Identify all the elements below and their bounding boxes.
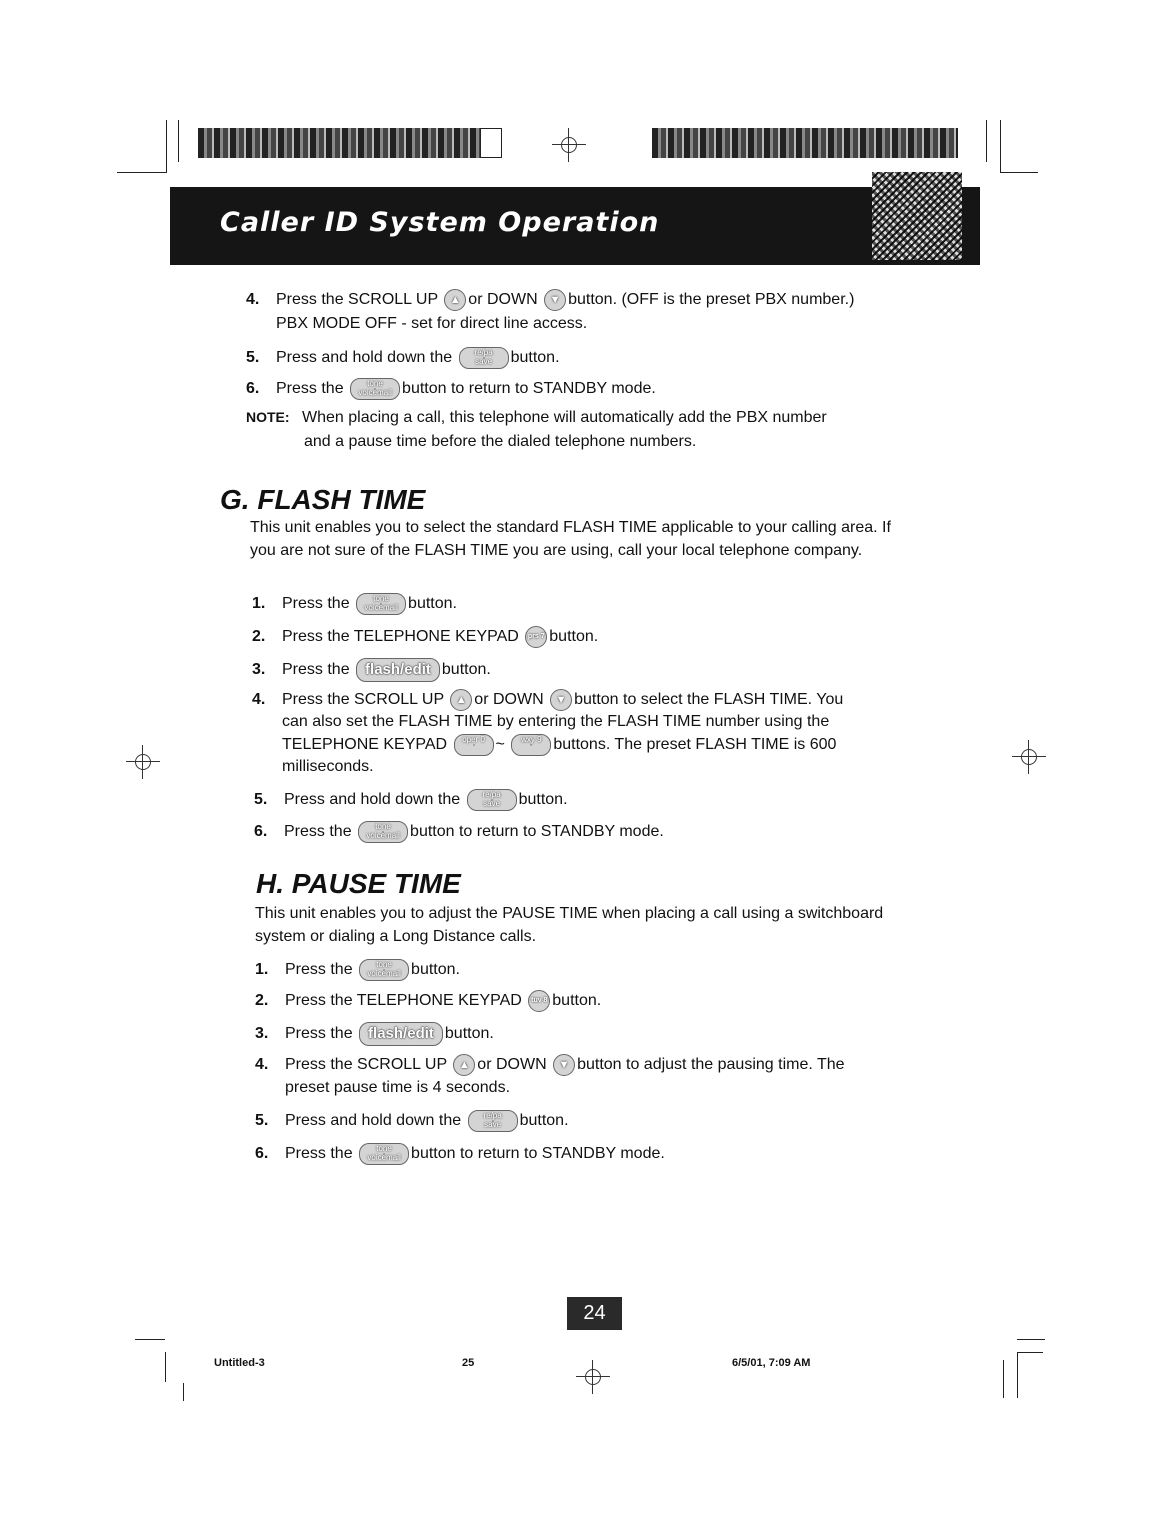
registration-target-icon [576, 1360, 610, 1394]
tone-voicemail-key-icon: tone voicemail [358, 821, 408, 843]
keypad-0-key-icon: oper 0 [454, 734, 494, 756]
crop-mark [1017, 1352, 1043, 1353]
flash-edit-key-icon: flash/edit [356, 658, 440, 682]
calibration-bar [652, 128, 958, 158]
calibration-bar-end [480, 128, 502, 158]
list-item-continuation: can also set the FLASH TIME by entering the FLASH TIME number using the [282, 713, 830, 730]
list-item: 4. Press the SCROLL UP ▲ or DOWN ▼ button to select the FLASH TIME. You [252, 688, 843, 712]
header-dither-pattern [872, 172, 962, 260]
crop-mark [1003, 1360, 1004, 1398]
note-continuation: and a pause time before the dialed telephone numbers. [304, 433, 697, 450]
list-item-continuation: PBX MODE OFF - set for direct line access. [276, 315, 588, 332]
calibration-bar [198, 128, 480, 158]
crop-mark [1000, 120, 1001, 172]
list-item: 5. Press and hold down the re/pa save button. [246, 346, 560, 370]
keypad-8-key-icon: tuv 8 [528, 990, 550, 1012]
crop-mark [1017, 1339, 1045, 1340]
footer-sheet-number: 25 [462, 1357, 475, 1369]
crop-mark [183, 1383, 184, 1401]
section-title-flash-time: G. FLASH TIME [220, 484, 426, 515]
save-key-icon: re/pa save [467, 789, 517, 811]
crop-mark [986, 120, 987, 162]
footer-file-name: Untitled-3 [214, 1357, 265, 1369]
list-item-continuation: milliseconds. [282, 758, 374, 775]
list-item: 6. Press the tone voicemail button to return to STANDBY mode. [254, 820, 664, 844]
crop-mark [178, 120, 179, 162]
crop-mark [135, 1339, 165, 1340]
keypad-9-key-icon: wxy 9 [511, 734, 551, 756]
scroll-down-key-icon: ▼ [550, 689, 572, 711]
list-item-continuation: preset pause time is 4 seconds. [285, 1079, 511, 1096]
section-description: This unit enables you to adjust the PAUSE TIME when placing a call using a switchboard system or dialing a Long Distance calls. [255, 905, 884, 945]
list-item: 6. Press the tone voicemail button to return to STANDBY mode. [255, 1142, 665, 1166]
list-item: 5. Press and hold down the re/pa save button. [255, 1109, 569, 1133]
crop-mark [1017, 1352, 1018, 1398]
tone-voicemail-key-icon: tone voicemail [359, 1143, 409, 1165]
tone-voicemail-key-icon: tone voicemail [356, 593, 406, 615]
note: NOTE: When placing a call, this telephone will automatically add the PBX number [246, 409, 827, 426]
page-number: 24 [567, 1297, 622, 1330]
crop-mark [117, 172, 167, 173]
list-item-continuation: TELEPHONE KEYPAD oper 0 ~ wxy 9 buttons. The preset FLASH TIME is 600 [282, 733, 836, 757]
registration-target-icon [126, 745, 160, 779]
tone-voicemail-key-icon: tone voicemail [359, 959, 409, 981]
footer-timestamp: 6/5/01, 7:09 AM [732, 1357, 811, 1369]
scroll-down-key-icon: ▼ [553, 1054, 575, 1076]
flash-edit-key-icon: flash/edit [359, 1022, 443, 1046]
crop-mark [165, 1352, 166, 1382]
save-key-icon: re/pa save [468, 1110, 518, 1132]
list-item: 1. Press the tone voicemail button. [255, 958, 460, 982]
list-item: 1. Press the tone voicemail button. [252, 592, 457, 616]
list-item: 5. Press and hold down the re/pa save button. [254, 788, 568, 812]
list-item: 6. Press the tone voicemail button to return to STANDBY mode. [246, 377, 656, 401]
scroll-down-key-icon: ▼ [544, 289, 566, 311]
list-item: 3. Press the flash/edit button. [252, 658, 491, 682]
list-item: 2. Press the TELEPHONE KEYPAD tuv 8 button. [255, 989, 601, 1013]
list-item: 4. Press the SCROLL UP ▲ or DOWN ▼ button. (OFF is the preset PBX number.) [246, 288, 854, 312]
registration-target-icon [1012, 740, 1046, 774]
list-item: 4. Press the SCROLL UP ▲ or DOWN ▼ button to adjust the pausing time. The [255, 1053, 845, 1077]
save-key-icon: re/pa save [459, 347, 509, 369]
page-title: Caller ID System Operation [220, 207, 660, 238]
registration-target-icon [552, 128, 586, 162]
tone-voicemail-key-icon: tone voicemail [350, 378, 400, 400]
list-item: 3. Press the flash/edit button. [255, 1022, 494, 1046]
crop-mark [166, 120, 167, 172]
scroll-up-key-icon: ▲ [453, 1054, 475, 1076]
keypad-7-key-icon: prs 7 [525, 626, 547, 648]
list-item: 2. Press the TELEPHONE KEYPAD prs 7 button. [252, 625, 598, 649]
scroll-up-key-icon: ▲ [450, 689, 472, 711]
crop-mark [1000, 172, 1038, 173]
scroll-up-key-icon: ▲ [444, 289, 466, 311]
section-title-pause-time: H. PAUSE TIME [256, 868, 461, 899]
section-description: This unit enables you to select the standard FLASH TIME applicable to your calling area. If you are not sure of the FLASH TIME you are using, call your local telephone company. [250, 519, 891, 559]
